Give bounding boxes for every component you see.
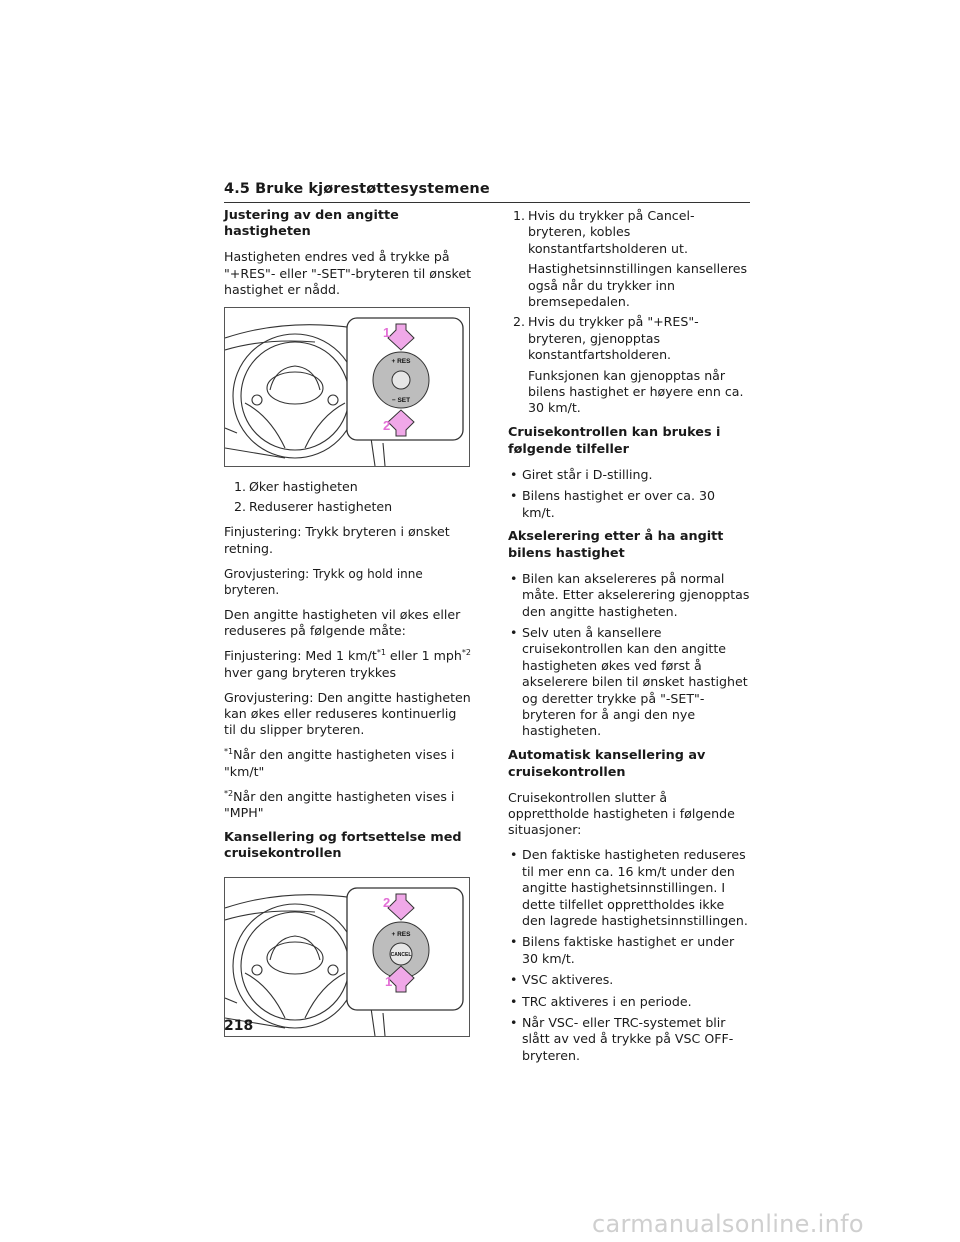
list-item: 2. Reduserer hastigheten	[234, 499, 393, 515]
adjust-steps-list	[224, 479, 472, 516]
callout-2: 2	[383, 418, 391, 434]
callout-1: 1	[385, 973, 393, 989]
heading-adjust-speed: Justering av den angitte hastigheten	[224, 208, 399, 240]
heading-conditions: Cruisekontrollen kan brukes i følgende tilfeller	[508, 425, 721, 457]
list-item: 1. Øker hastigheten	[234, 479, 358, 495]
acceleration-list	[508, 571, 750, 740]
intro-paragraph: Hastigheten endres ved å trykke på "+RES"- eller "-SET"-bryteren til ønsket hastighet er nådd.	[224, 249, 472, 298]
set-label: SET	[397, 397, 411, 405]
svg-text:+ RES: + RES	[391, 930, 411, 938]
fine-adjust-text: Finjustering: Trykk bryteren i ønsket retning.	[224, 524, 450, 556]
section-title: 4.5 Bruke kjørestøttesystemene	[224, 181, 490, 197]
heading-cancel-resume: Kansellering og fortsettelse med cruisekontrollen	[224, 829, 462, 862]
steering-wheel-illustration-2	[225, 878, 469, 1036]
page-number: 218	[224, 1018, 254, 1034]
list-item: • VSC aktiveres.	[510, 972, 614, 988]
steering-wheel-illustration-1	[225, 308, 469, 466]
res-label: RES	[397, 358, 411, 366]
res-label: RES	[397, 930, 411, 938]
change-intro-text: Den angitte hastigheten vil økes eller reduseres på følgende måte:	[224, 606, 461, 639]
svg-text:− SET: − SET	[391, 397, 411, 405]
fine-detail-text: Finjustering: Med 1 $km/t^{*1}$ eller 1 mph$^{*2}$ hver gang bryteren trykkes	[224, 648, 471, 680]
callout-2: 2	[383, 894, 391, 910]
list-item: • Selv uten å kansellere cruisekontrollen kan den angitte hastigheten økes ved først å akselerere bilen til ønsket hastighet og deretter trykke på "-SET"-bryteren for å angi den nye hastigheten.	[510, 624, 748, 739]
left-column	[224, 208, 472, 1049]
callout-1: 1	[383, 325, 391, 341]
heading-auto-cancel: Automatisk kansellering av cruisekontrollen	[508, 748, 706, 780]
list-item: • Bilens hastighet er over ca. 30 km/t.	[510, 488, 715, 520]
list-item: • TRC aktiveres i en periode.	[510, 993, 692, 1009]
coarse-detail-text: Grovjustering: Den angitte hastigheten kan økes eller reduseres kontinuerlig til du slipper bryteren.	[224, 689, 471, 738]
cancel-label: CANCEL	[390, 951, 412, 958]
list-item: • Bilen kan akselereres på normal måte. Etter akselerering gjenopptas den angitte hastigheten.	[510, 570, 750, 619]
list-item: • Når VSC- eller TRC-systemet blir slått av ved å trykke på VSC OFF-bryteren.	[510, 1014, 734, 1063]
heading-acceleration: Akselerering etter å ha angitt bilens hastighet	[508, 529, 724, 561]
footnote-2: $^{*2}$Når den angitte hastigheten vises i "MPH"	[224, 788, 455, 821]
list-item: • Bilens faktiske hastighet er under 30 km/t.	[510, 934, 735, 966]
section-header	[224, 178, 750, 203]
watermark: carmanualsonline.info	[592, 1210, 864, 1238]
figure-cancel-switch	[224, 877, 470, 1037]
svg-text:+ RES: + RES	[391, 358, 411, 366]
list-item: • Den faktiske hastigheten reduseres til mer enn ca. 16 km/t under den angitte hastighetsinnstillingen. I dette tilfellet opprettholdes ikke den lagrede hastighetsinnstillingen.	[510, 847, 748, 928]
cancel-steps-list	[508, 208, 750, 417]
list-item: 1. Hvis du trykker på Cancel-bryteren, kobles konstantfartsholderen ut. Hastighetsinnstillingen kanselleres også når du trykker inn bremsepedalen.	[513, 208, 748, 310]
figure-res-set-switch	[224, 307, 470, 467]
footnote-1: $^{*1}$Når den angitte hastigheten vises i "km/t"	[224, 747, 455, 779]
list-item: • Giret står i D-stilling.	[510, 466, 653, 482]
conditions-list	[508, 467, 750, 521]
auto-cancel-list	[508, 847, 750, 1064]
auto-cancel-intro: Cruisekontrollen slutter å opprettholde hastigheten i følgende situasjoner:	[508, 789, 735, 838]
right-column	[508, 208, 750, 1073]
list-item: 2. Hvis du trykker på "+RES"-bryteren, gjenopptas konstantfartsholderen. Funksjonen kan gjenopptas når bilens hastighet er høyere enn ca. 30 km/t.	[513, 314, 744, 416]
coarse-adjust-text: Grovjustering: Trykk og hold inne bryteren.	[224, 566, 423, 598]
